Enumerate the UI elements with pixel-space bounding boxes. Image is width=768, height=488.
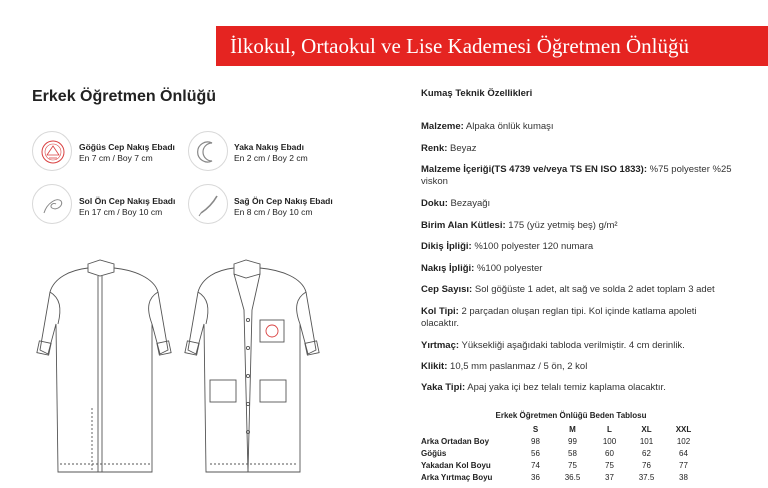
table-cell: 75	[605, 461, 614, 470]
spec-label: Renk:	[421, 143, 448, 154]
size-table-header	[421, 424, 702, 436]
spec-item	[421, 361, 761, 373]
table-cell: 98	[531, 437, 540, 446]
embroidery-size: En 17 cm / Boy 10 cm	[79, 207, 163, 217]
embroidery-chest	[79, 142, 175, 164]
size-header: XL	[641, 425, 652, 434]
spec-label: Malzeme İçeriği(TS 4739 ve/veya TS EN ISO 1833):	[421, 164, 648, 175]
size-header: S	[532, 425, 539, 434]
spec-value: %100 polyester 120 numara	[471, 241, 594, 252]
spec-item	[421, 306, 731, 330]
spec-value: Alpaka önlük kumaşı	[463, 121, 554, 132]
spec-value: Beyaz	[447, 143, 477, 154]
row-label: Yakadan Kol Boyu	[421, 461, 491, 470]
embroidery-name: Yaka Nakış Ebadı	[234, 142, 304, 152]
table-cell: 56	[531, 449, 540, 458]
table-cell: 64	[679, 449, 688, 458]
spec-label: Klikit:	[421, 361, 448, 372]
swirl-icon	[32, 184, 72, 224]
table-row	[421, 436, 702, 448]
table-cell: 101	[639, 437, 654, 446]
table-cell: 62	[642, 449, 651, 458]
coat-illustrations	[30, 258, 330, 488]
table-cell: 60	[605, 449, 614, 458]
table-cell: 76	[642, 461, 651, 470]
spec-item	[421, 143, 761, 155]
embroidery-name: Göğüs Cep Nakış Ebadı	[79, 142, 175, 152]
spec-value: Bezayağı	[447, 198, 491, 209]
table-cell: 36.5	[564, 473, 581, 482]
embroidery-name: Sağ Ön Cep Nakış Ebadı	[234, 196, 333, 206]
table-cell: 37	[605, 473, 614, 482]
spec-label: Doku:	[421, 198, 448, 209]
embroidery-name: Sol Ön Cep Nakış Ebadı	[79, 196, 176, 206]
spec-label: Birim Alan Kütlesi:	[421, 220, 506, 231]
embroidery-left-pocket	[79, 196, 175, 218]
spec-label: Cep Sayısı:	[421, 284, 473, 295]
spec-value: 175 (yüz yetmiş beş) g/m²	[505, 220, 618, 231]
header-blank	[421, 424, 517, 436]
embroidery-size: En 2 cm / Boy 2 cm	[234, 153, 308, 163]
table-cell: 36	[531, 473, 540, 482]
spec-label: Yırtmaç:	[421, 340, 460, 351]
spec-item	[421, 284, 761, 296]
coat-back-drawing	[37, 260, 171, 472]
embroidery-right-pocket	[234, 196, 333, 218]
spec-value: %100 polyester	[474, 263, 543, 274]
spec-item	[421, 382, 761, 394]
spec-item	[421, 121, 761, 133]
spec-value: 2 parçadan oluşan reglan tipi. Kol içinde katlama apoleti olacaktır.	[421, 306, 697, 329]
spec-value: %75 polyester %25 viskon	[421, 164, 732, 187]
spec-item	[421, 263, 761, 275]
table-cell: 37.5	[638, 473, 655, 482]
embroidery-size: En 7 cm / Boy 7 cm	[79, 153, 153, 163]
table-row	[421, 448, 702, 460]
table-cell: 38	[679, 473, 688, 482]
embroidery-size: En 8 cm / Boy 10 cm	[234, 207, 313, 217]
emblem-icon	[32, 131, 72, 171]
coat-front-drawing	[185, 260, 319, 472]
table-row	[421, 472, 702, 484]
size-header: M	[569, 425, 576, 434]
size-table	[421, 424, 702, 484]
pen-icon	[188, 184, 228, 224]
spec-item	[421, 241, 761, 253]
table-cell: 99	[568, 437, 577, 446]
table-cell: 58	[568, 449, 577, 458]
crescent-icon	[188, 131, 228, 171]
table-row	[421, 460, 702, 472]
table-cell: 77	[679, 461, 688, 470]
spec-label: Dikiş İpliği:	[421, 241, 472, 252]
spec-title: Kumaş Teknik Özellikleri	[421, 88, 533, 99]
row-label: Göğüs	[421, 449, 447, 458]
row-label: Arka Ortadan Boy	[421, 437, 490, 446]
table-cell: 102	[676, 437, 691, 446]
table-cell: 74	[531, 461, 540, 470]
row-label: Arka Yırtmaç Boyu	[421, 473, 493, 482]
spec-label: Kol Tipi:	[421, 306, 459, 317]
spec-value: Apaj yaka içi bez telalı temiz kaplama olacaktır.	[465, 382, 666, 393]
spec-item	[421, 164, 761, 188]
spec-value: Yüksekliği aşağıdaki tabloda verilmiştir. 4 cm derinlik.	[459, 340, 685, 351]
spec-label: Malzeme:	[421, 121, 464, 132]
size-header: L	[607, 425, 612, 434]
spec-value: 10,5 mm paslanmaz / 5 ön, 2 kol	[447, 361, 588, 372]
spec-item	[421, 340, 761, 352]
page-banner: İlkokul, Ortaokul ve Lise Kademesi Öğretmen Önlüğü	[216, 26, 768, 66]
table-cell: 75	[568, 461, 577, 470]
size-table-title: Erkek Öğretmen Önlüğü Beden Tablosu	[495, 411, 647, 420]
table-cell: 100	[602, 437, 617, 446]
size-header: XXL	[675, 425, 692, 434]
section-title: Erkek Öğretmen Önlüğü	[32, 88, 217, 105]
spec-value: Sol göğüste 1 adet, alt sağ ve solda 2 adet toplam 3 adet	[472, 284, 715, 295]
spec-item	[421, 198, 761, 210]
embroidery-collar	[234, 142, 308, 164]
spec-item	[421, 220, 761, 232]
spec-label: Nakış İpliği:	[421, 263, 475, 274]
spec-label: Yaka Tipi:	[421, 382, 466, 393]
